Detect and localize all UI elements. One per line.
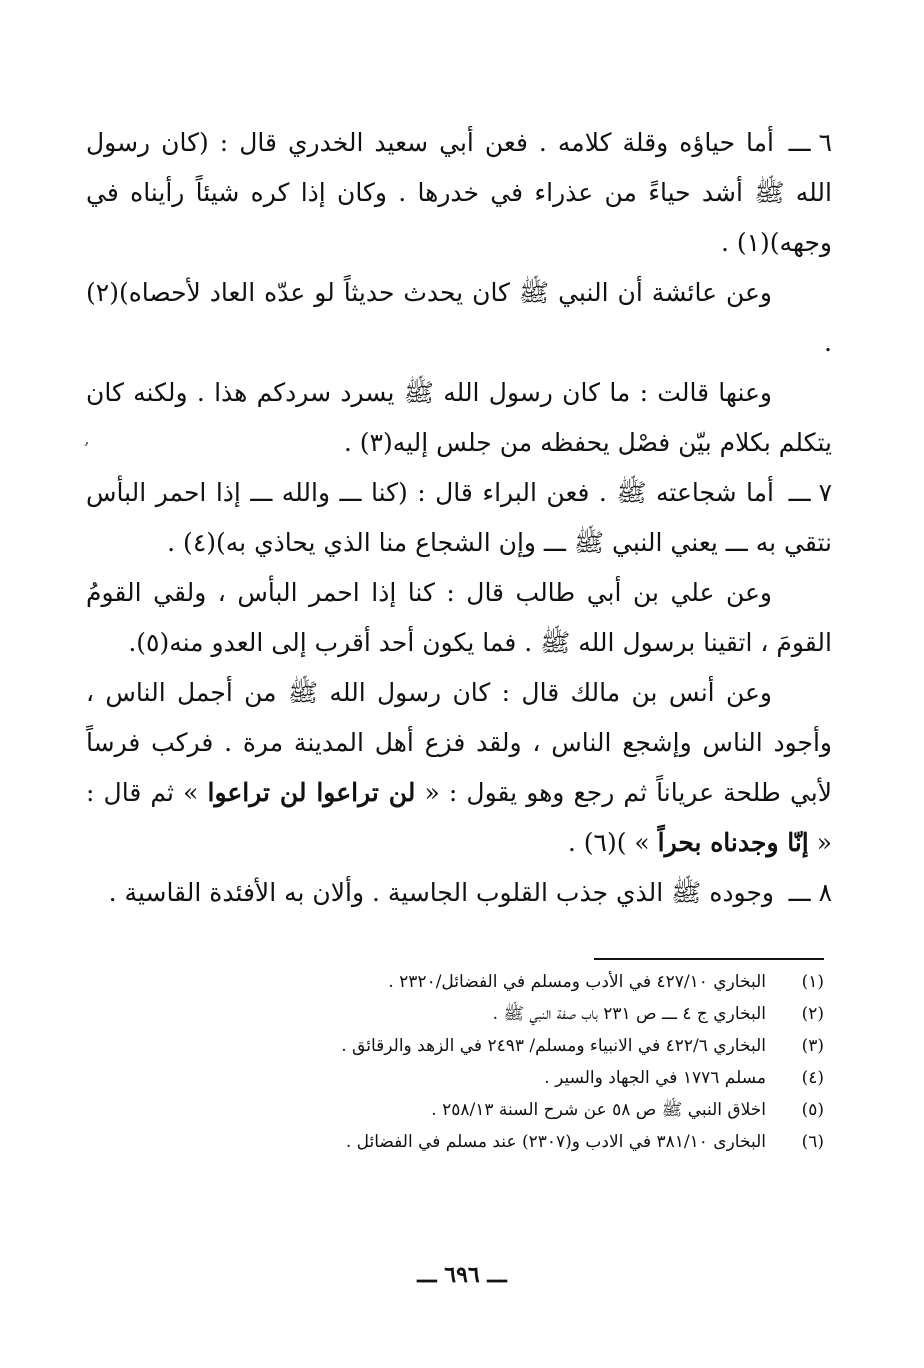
paragraph-6c-text: وعنها قالت : ما كان رسول الله ﷺ يسرد سردكم هذا . ولكنه كان يتكلم بكلام بيّن فصْل يحفظه من جلس إليه(٣) . xyxy=(86,378,832,457)
footnote-3 xyxy=(86,1030,824,1062)
footnote-text: البخارى ٣٨١/١٠ في الادب و(٢٣٠٧) عند مسلم في الفضائل . xyxy=(345,1132,766,1152)
footnote-6 xyxy=(86,1126,824,1158)
paragraph-7-text: أما شجاعته ﷺ . فعن البراء قال : (كنا ـــ والله ـــ إذا احمر البأس نتقي به ـــ يعني النبي ﷺ ـــ وإن الشجاع منا الذي يحاذي به)(٤) . xyxy=(86,478,832,557)
paragraph-8-text: وجوده ﷺ الذي جذب القلوب الجاسية . وألان به الأفئدة القاسية . xyxy=(108,878,774,907)
footnote-number: (١) xyxy=(801,972,824,992)
paragraph-7-ali xyxy=(86,568,832,668)
footnote-number: (٢) xyxy=(801,1004,824,1024)
footnote-1 xyxy=(86,966,824,998)
page-number: ـــ ٦٩٦ ـــ xyxy=(417,1262,507,1288)
paragraph-7 xyxy=(86,468,832,568)
paragraph-7-anas xyxy=(86,668,832,868)
footnote-5 xyxy=(86,1094,824,1126)
paragraph-7c-text-mid: » ثم قال : « xyxy=(86,778,832,857)
footnote-text: اخلاق النبي ﷺ ص ٥٨ عن شرح السنة ٢٥٨/١٣ . xyxy=(431,1100,766,1120)
footnote-number: (٥) xyxy=(801,1100,824,1120)
quote-lan-taraaw: لن تراعوا لن تراعوا xyxy=(207,778,416,807)
paragraph-8 xyxy=(86,868,832,918)
footnote-number: (٣) xyxy=(801,1036,824,1056)
item-number-6: ٦ ـــ xyxy=(788,128,832,157)
paragraph-7c-text-after: » )(٦) . xyxy=(567,828,658,857)
paragraph-6-aisha-2 xyxy=(86,368,832,468)
footnote-text: مسلم ١٧٧٦ في الجهاد والسير . xyxy=(544,1068,766,1088)
footnote-number: (٤) xyxy=(801,1068,824,1088)
paragraph-6-text: أما حياؤه وقلة كلامه . فعن أبي سعيد الخدري قال : (كان رسول الله ﷺ أشد حياءً من عذراء في خدرها . وكان إذا كره شيئاً رأيناه في وجهه)(١) . xyxy=(86,128,832,257)
paragraph-6-aisha xyxy=(86,268,832,368)
footnote-4 xyxy=(86,1062,824,1094)
main-text xyxy=(86,118,832,918)
item-number-7: ٧ ـــ xyxy=(788,478,832,507)
footnote-text: البخاري ج ٤ ـــ ص ٢٣١ باب صفة النبي ﷺ . xyxy=(492,1004,766,1024)
paragraph-7c-text-before: وعن أنس بن مالك قال : كان رسول الله ﷺ من أجمل الناس ، وأجود الناس وإشجع الناس ، ولقد فزع أهل المدينة مرة . فركب فرساً لأبي طلحة عرياناً ثم رجع وهو يقول : « xyxy=(86,678,832,807)
margin-mark: , xyxy=(84,428,90,449)
footnotes xyxy=(86,966,824,1158)
footnote-number: (٦) xyxy=(801,1132,824,1152)
footnote-text: البخاري ٤٢٧/١٠ في الأدب ومسلم في الفضائل/٢٣٢٠ . xyxy=(388,972,766,992)
quote-wajadnahu-bahran: إنّا وجدناه بحراً xyxy=(657,828,809,857)
item-number-8: ٨ ـــ xyxy=(788,878,832,907)
footnote-separator xyxy=(594,958,824,960)
paragraph-6 xyxy=(86,118,832,268)
footnote-2 xyxy=(86,998,824,1030)
paragraph-7b-text: وعن علي بن أبي طالب قال : كنا إذا احمر البأس ، ولقي القومُ القومَ ، اتقينا برسول الله ﷺ . فما يكون أحد أقرب إلى العدو منه(٥). xyxy=(86,578,832,657)
paragraph-6b-text: وعن عائشة أن النبي ﷺ كان يحدث حديثاً لو عدّه العاد لأحصاه)(٢) . xyxy=(86,278,832,357)
footnote-text: البخاري ٤٢٢/٦ في الانبياء ومسلم/ ٢٤٩٣ في الزهد والرقائق . xyxy=(341,1036,766,1056)
